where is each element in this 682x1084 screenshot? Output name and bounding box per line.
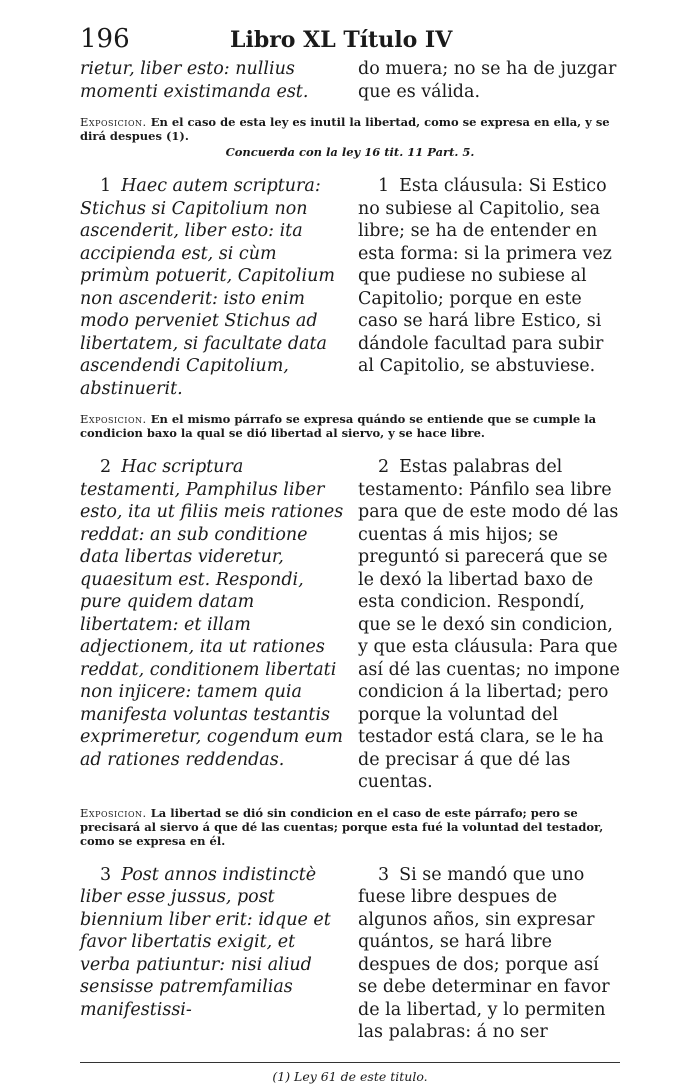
paragraph-3 <box>80 864 620 1044</box>
exposicion-note <box>80 115 620 159</box>
latin-text: rietur, liber esto: nullius momenti existimanda est. <box>80 59 309 102</box>
exposicion-label: Exposicion. <box>80 412 147 426</box>
exposicion-label: Exposicion. <box>80 805 147 820</box>
paragraph-number: 2 <box>100 457 112 477</box>
exposicion-text: En el mismo párrafo se expresa quándo se entiende que se cumple la condicion baxo la qual se dió libertad al siervo, y se hace libre. <box>80 412 597 440</box>
paragraph-number: 1 <box>100 176 112 196</box>
concordance-note: Concuerda con la ley 16 tit. 11 Part. 5. <box>225 145 475 159</box>
page <box>80 24 620 1084</box>
paragraph-number: 1 <box>378 176 390 196</box>
exposicion-text: En el caso de esta ley es inutil la libertad, como se expresa en ella, y se dirá despues (1). <box>80 115 610 143</box>
spanish-body: Esta cláusula: Si Estico no subiese al Capitolio, sea libre; se ha de entender en esta forma: si la primera vez que pudiese no subiese al Capitolio; porque en este caso se hará libre Estico, si dándole facultad para subir al Capitolio, se abstuviese. <box>358 176 612 376</box>
spanish-body: Si se mandó que uno fuese libre despues de algunos años, sin expresar quántos, se hará libre despues de dos; porque así se debe determinar en favor de la libertad, y lo permiten las palabras: á no ser <box>358 864 610 1042</box>
page-number: 196 <box>80 24 130 54</box>
footnote-divider <box>80 1062 620 1063</box>
exposicion-note <box>80 412 620 440</box>
exposicion-text: La libertad se dió sin condicion en el caso de este párrafo; pero se precisará al siervo á que dé las cuentas; porque esta fué la voluntad del testador, como se expresa en él. <box>80 805 604 848</box>
exposicion-note <box>80 806 620 848</box>
paragraph-number: 2 <box>378 457 390 477</box>
paragraph-number: 3 <box>378 864 390 885</box>
spanish-body: Estas palabras del testamento: Pánfilo sea libre para que de este modo dé las cuentas á mis hijos; se preguntó si parecerá que se le dexó la libertad baxo de esta condicion. Respondí, que se le dexó sin condicion, y que esta cláusula: Para que así dé las cuentas; no impone condicion á la libertad; pero porque la voluntad del testador está clara, se le ha de precisar á que dé las cuentas. <box>358 457 620 792</box>
latin-body: Hac scriptura testamenti, Pamphilus liber esto, ita ut filiis meis rationes reddat: an sub conditione data libertas videretur, quaesitum est. Respondi, pure quidem datam libertatem: et illam adjectionem, ita ut rationes reddat, conditionem libertati non injicere: tamem quia manifesta voluntas testantis exprimeretur, cogendum eum ad rationes reddendas. <box>80 457 344 770</box>
latin-text <box>80 456 348 794</box>
spanish-text <box>358 456 620 794</box>
spanish-text: do muera; no se ha de juzgar que es válida. <box>358 59 617 102</box>
footnote: (1) Ley 61 de este titulo. <box>272 1068 428 1084</box>
latin-body: Haec autem scriptura: Stichus si Capitolium non ascenderit, liber esto: ita accipienda est, si cùm primùm potuerit, Capitolium non ascenderit: isto enim modo perveniet Stichus ad libertatem, si facultate data ascendendi Capitolium, abstinuerit. <box>80 176 335 399</box>
spanish-text <box>358 864 620 1044</box>
paragraph-2 <box>80 456 620 794</box>
paragraph-1 <box>80 175 620 400</box>
paragraph-number: 3 <box>100 864 112 885</box>
exposicion-label: Exposicion. <box>80 115 147 129</box>
intro-row <box>80 58 620 103</box>
running-title: Libro XL Título IV <box>230 27 453 53</box>
latin-text <box>80 864 348 1044</box>
spanish-text <box>358 175 620 400</box>
latin-text <box>80 175 348 400</box>
page-header <box>80 24 620 58</box>
latin-body: Post annos indistinctè liber esse jussus, post biennium liber erit: idque et favor libertatis exigit, et verba patiuntur: nisi aliud sensisse patremfamilias manifestissi- <box>80 864 331 1020</box>
